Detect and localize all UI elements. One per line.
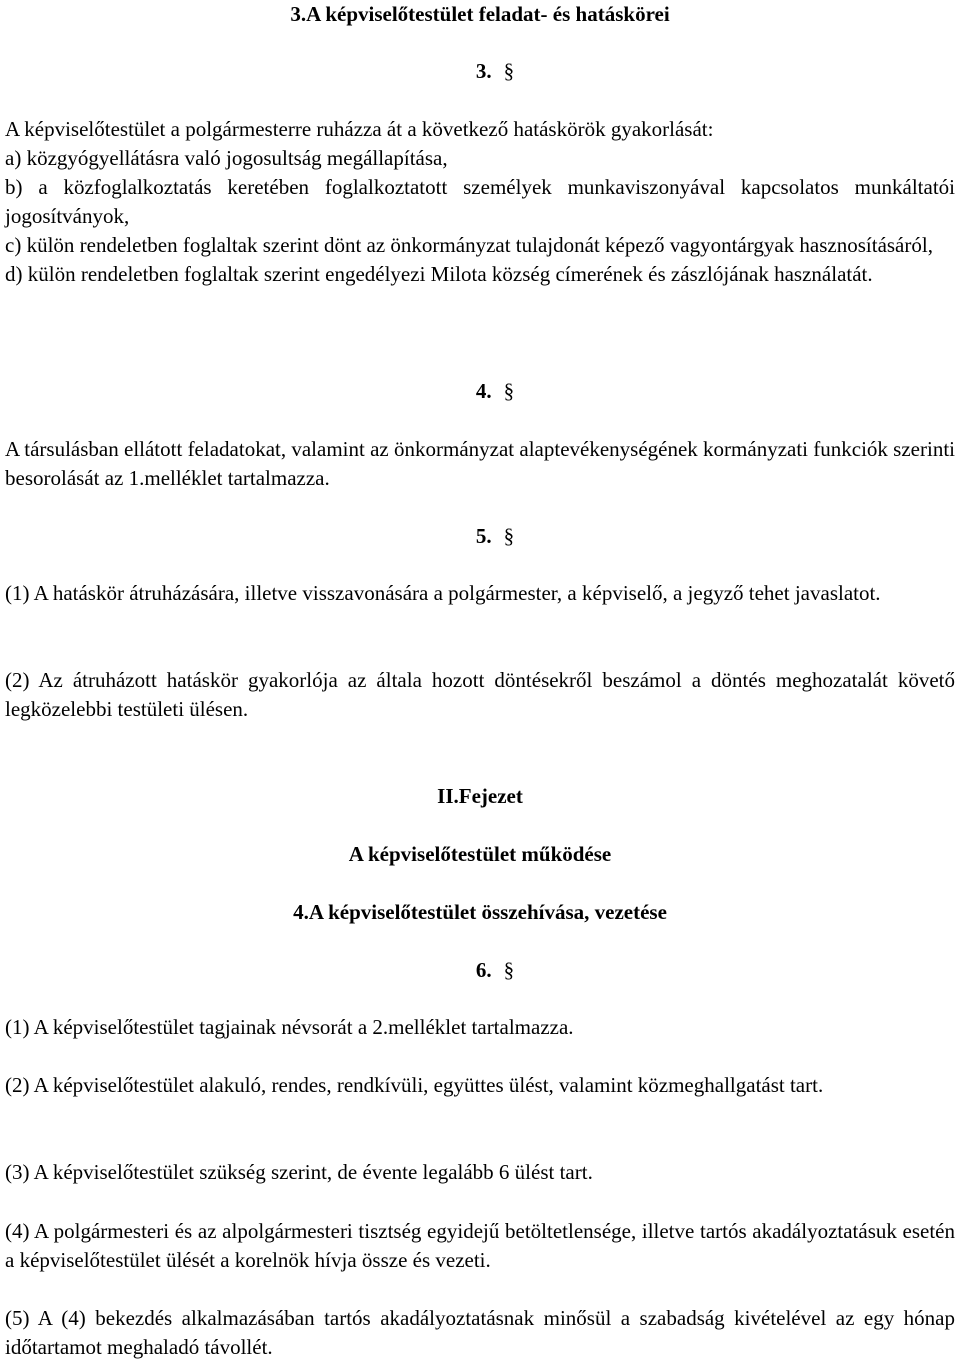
section-sign: § <box>503 379 515 403</box>
list-item: d) külön rendeletben foglaltak szerint engedélyezi Milota község címerének és zászlójának használatát. <box>5 262 873 286</box>
chapter-title: 3.A képviselőtestület feladat- és hatáskörei <box>290 2 670 26</box>
section-5-heading <box>0 522 960 551</box>
chapter-2-subtitle: 4.A képviselőtestület összehívása, vezetése <box>293 900 667 924</box>
section-4-text: A társulásban ellátott feladatokat, valamint az önkormányzat alaptevékenységének kormányzati funkciók szerinti besorolását az 1.melléklet tartalmazza. <box>5 437 955 490</box>
section-6-paragraph-2: (2) A képviselőtestület alakuló, rendes, rendkívüli, együttes ülést, valamint közmeghallgatást tart. <box>5 1073 824 1097</box>
section-6-paragraph-1: (1) A képviselőtestület tagjainak névsorát a 2.melléklet tartalmazza. <box>5 1015 574 1039</box>
section-6-paragraph-3: (3) A képviselőtestület szükség szerint, de évente legalább 6 ülést tart. <box>5 1160 593 1184</box>
section-6-paragraph-4: (4) A polgármesteri és az alpolgármesteri tisztség egyidejű betöltetlensége, illetve tartós akadályoztatásuk esetén a képviselőtestület ülését a korelnök hívja össze és vezeti. <box>5 1219 955 1272</box>
section-5-paragraph-2: (2) Az átruházott hatáskör gyakorlója az általa hozott döntésekről beszámol a döntés meghozatalát követő legközelebbi testületi ülésen. <box>5 668 955 721</box>
section-3-heading <box>0 57 960 86</box>
section-3-body <box>5 115 955 289</box>
chapter-2-title: A képviselőtestület működése <box>348 842 612 866</box>
list-item: c) külön rendeletben foglaltak szerint dönt az önkormányzat tulajdonát képező vagyontárgyak hasznosításáról, <box>5 233 933 257</box>
section-sign: § <box>503 958 515 982</box>
section-4-heading <box>0 377 960 406</box>
chapter-2-label: II.Fejezet <box>437 784 523 808</box>
section-sign: § <box>503 59 515 83</box>
section-number: 5. <box>475 524 492 548</box>
section-sign: § <box>503 524 515 548</box>
section-5-paragraph-1: (1) A hatáskör átruházására, illetve visszavonására a polgármester, a képviselő, a jegyző tehet javaslatot. <box>5 581 881 605</box>
section-number: 3. <box>475 59 492 83</box>
section-number: 6. <box>475 958 492 982</box>
section-number: 4. <box>475 379 492 403</box>
section-6-paragraph-5: (5) A (4) bekezdés alkalmazásában tartós akadályoztatásnak minősül a szabadság kivételével az egy hónap időtartamot meghaladó távollét. <box>5 1306 955 1359</box>
section-3-intro: A képviselőtestület a polgármesterre ruházza át a következő hatáskörök gyakorlását: <box>5 117 714 141</box>
list-item: a) közgyógyellátásra való jogosultság megállapítása, <box>5 146 448 170</box>
list-item: b) a közfoglalkoztatás keretében foglalkoztatott személyek munkaviszonyával kapcsolatos munkáltatói jogosítványok, <box>5 175 955 228</box>
section-6-heading <box>0 956 960 985</box>
